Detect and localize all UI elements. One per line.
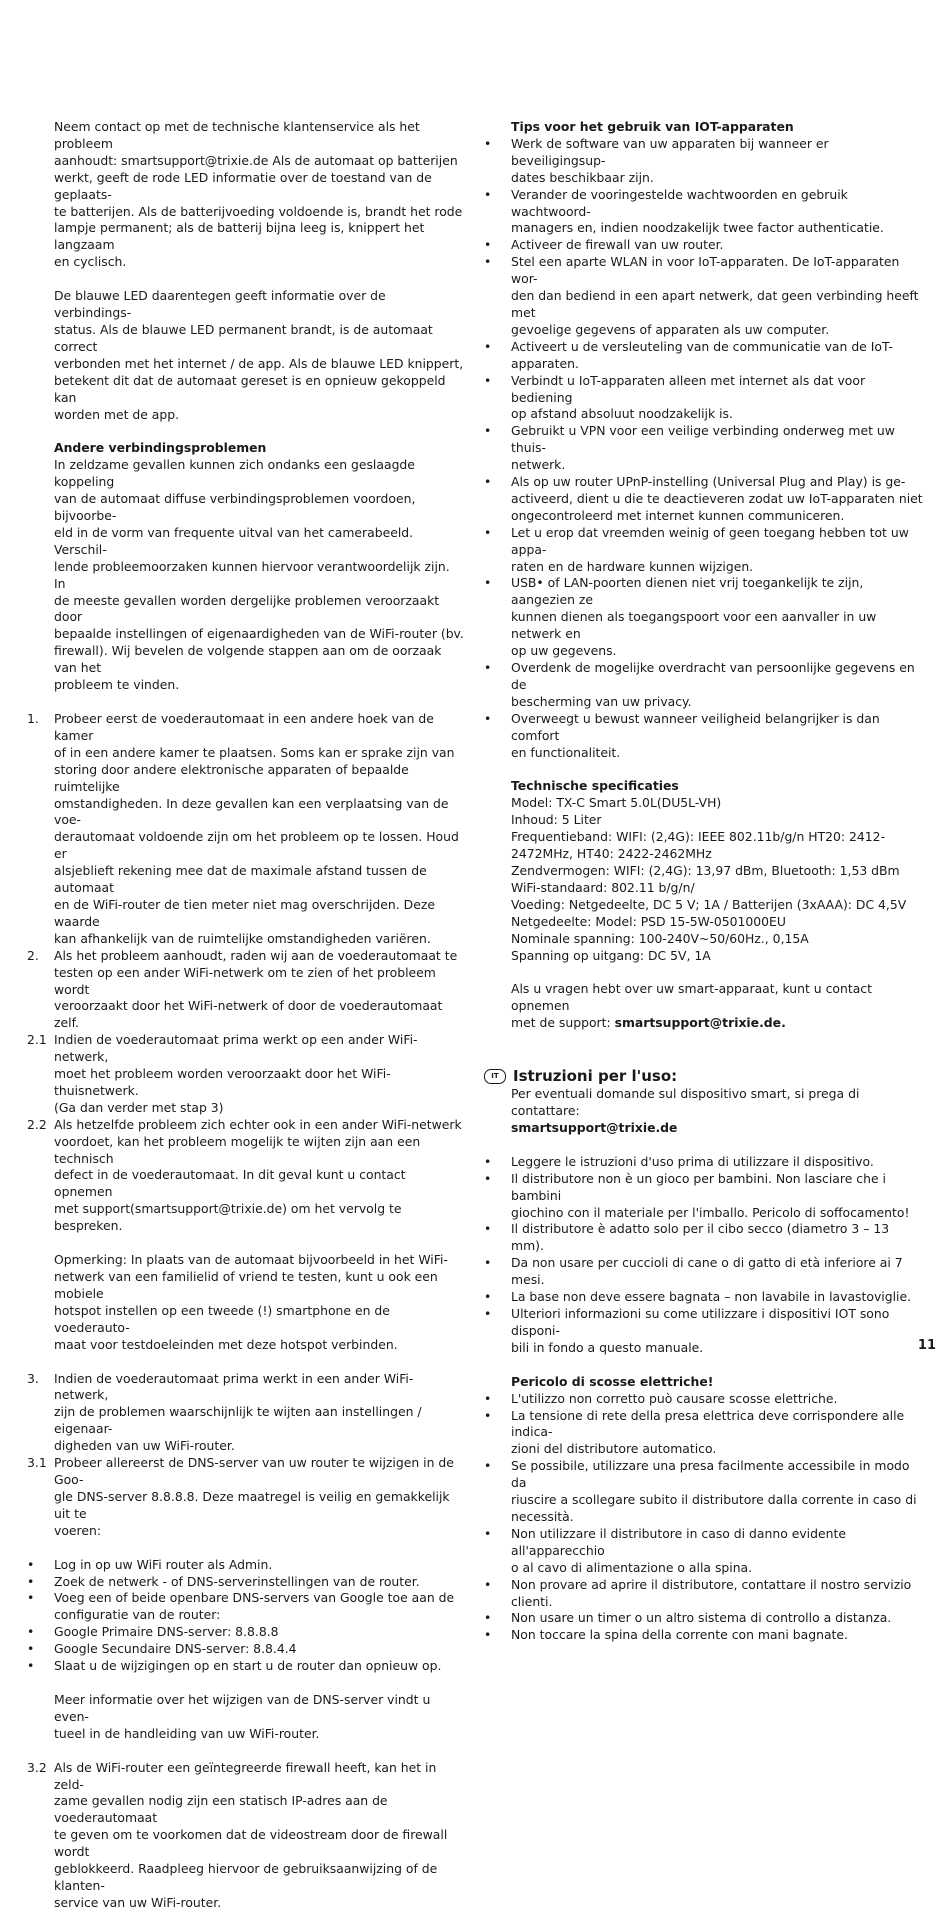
spec-text: Spanning op uitgang: DC 5V, 1A xyxy=(511,947,711,963)
step-number: 3. xyxy=(27,1370,39,1386)
numbered-step xyxy=(27,1032,465,1117)
bullet-text: Il distributore è adatto solo per il cibo secco (diametro 3 – 13 mm). xyxy=(511,1221,890,1254)
bullet-dot-icon: • xyxy=(27,1556,35,1572)
step-text: Als hetzelfde probleem zich echter ook in een ander WiFi-netwerk voordoet, kan het probleem mogelijk te wijten zijn aan een technisch defect in de voederautomaat. In dit geval kunt u contact opnemen met support(smartsupport@trixie.de) om het vervolg te bespreken. xyxy=(54,1116,462,1234)
bullet-item xyxy=(484,525,924,576)
bullet-text: Werk de software van uw apparaten bij wanneer er beveiligingsup- dates beschikbaar zijn. xyxy=(511,135,829,185)
bullet-item xyxy=(484,1171,924,1222)
step-text: Als de WiFi-router een geïntegreerde firewall heeft, kan het in zeld- zame gevallen nodig zijn een statisch IP-adres aan de voederautomaat te geven om te voorkomen dat de videostream door de firewall wordt geblokkeerd. Raadpleeg hiervoor de gebruiksaanwijzing of de klanten- service van uw WiFi-router. xyxy=(54,1759,448,1910)
tech-specs-heading: Technische specificaties xyxy=(511,778,679,794)
spec-indent xyxy=(484,880,511,897)
page-number: 11 xyxy=(917,1338,936,1353)
bullet-text: La base non deve essere bagnata – non lavabile in lavastoviglie. xyxy=(511,1289,912,1305)
spec-text: Inhoud: 5 Liter xyxy=(511,812,602,828)
bullet-item xyxy=(484,254,924,339)
bullet-dot-icon: • xyxy=(484,1576,492,1592)
bullet-text: Activeer de firewall van uw router. xyxy=(511,237,724,253)
bullet-item xyxy=(27,1574,465,1591)
spec-indent xyxy=(484,829,511,863)
connection-problems-paragraph: In zeldzame gevallen kunnen zich ondanks een geslaagde koppeling van de automaat diffuse verbindingsproblemen voordoen, bijvoorbe- eld in de vorm van frequente uitval van het camerabeeld. Verschil- lende probleemoorzaken kunnen hiervoor verantwoordelijk zijn. In de meeste gevallen worden dergelijke problemen veroorzaakt door bepaalde instellingen of eigenaardigheden van de WiFi-router (bv. firewall). Wij bevelen de volgende stappen aan om de oorzaak van het probleem te vinden. xyxy=(54,457,464,693)
bullet-item xyxy=(484,373,924,424)
led-blue-paragraph: De blauwe LED daarentegen geeft informatie over de verbindings- status. Als de blauwe LED permanent brandt, is de automaat correct verbonden met het internet / de app. Als de blauwe LED knippert, betekent dit dat de automaat gereset is en opnieuw gekoppeld kan worden met de app. xyxy=(54,288,464,422)
connection-problems-heading: Andere verbindingsproblemen xyxy=(54,440,267,456)
bullet-item xyxy=(484,1391,924,1408)
bullet-dot-icon: • xyxy=(484,1255,492,1271)
bullet-text: Zoek de netwerk - of DNS-serverinstellingen van de router. xyxy=(54,1573,420,1589)
step-number: 3.1 xyxy=(27,1455,47,1471)
bullet-item xyxy=(484,1408,924,1459)
hotspot-note: Opmerking: In plaats van de automaat bijvoorbeeld in het WiFi- netwerk van een familielid of vriend te testen, kunt u ook een mobiele hotspot instellen op een tweede (!) smartphone en de voederauto- maat voor testdoeleinden met deze hotspot verbinden. xyxy=(54,1252,448,1352)
numbered-step xyxy=(27,711,465,948)
step-text: Probeer allereerst de DNS-server van uw router te wijzigen in de Goo- gle DNS-server 8.8.8.8. Deze maatregel is veilig en gemakkelijk uit te voeren: xyxy=(54,1455,454,1538)
numbered-step xyxy=(27,948,465,1033)
spec-indent xyxy=(484,812,511,829)
bullet-text: Voeg een of beide openbare DNS-servers van Google toe aan de configuratie van de router: xyxy=(54,1590,455,1623)
bullet-dot-icon: • xyxy=(27,1641,35,1657)
steps-list-b xyxy=(27,1371,465,1540)
bullet-dot-icon: • xyxy=(484,1458,492,1474)
bullet-item xyxy=(484,1306,924,1357)
bullet-item xyxy=(484,575,924,660)
bullet-dot-icon: • xyxy=(484,575,492,591)
bullet-dot-icon: • xyxy=(484,237,492,253)
iot-tips-list xyxy=(484,136,924,762)
bullet-dot-icon: • xyxy=(484,1390,492,1406)
italian-intro: Per eventuali domande sul dispositivo smart, si prega di contattare: xyxy=(511,1086,860,1119)
bullet-text: Non provare ad aprire il distributore, contattare il nostro servizio clienti. xyxy=(511,1576,912,1609)
bullet-item xyxy=(484,829,924,863)
bullet-text: Stel een aparte WLAN in voor IoT-apparaten. De IoT-apparaten wor- den dan bediend in een apart netwerk, dat geen verbinding heeft met gevoelige gegevens of apparaten als uw computer. xyxy=(511,254,919,337)
bullet-item xyxy=(484,931,924,948)
bullet-dot-icon: • xyxy=(484,338,492,354)
bullet-item xyxy=(484,136,924,187)
bullet-item xyxy=(27,1590,465,1624)
italian-title-text: Istruzioni per l'uso: xyxy=(513,1067,678,1086)
bullet-item xyxy=(484,339,924,373)
bullet-dot-icon: • xyxy=(484,1289,492,1305)
spec-indent xyxy=(484,948,511,965)
italian-support-email: smartsupport@trixie.de xyxy=(511,1119,678,1135)
spec-text: WiFi-standaard: 802.11 b/g/n/ xyxy=(511,879,695,895)
spec-indent xyxy=(484,795,511,812)
bullet-item xyxy=(484,1221,924,1255)
bullet-item xyxy=(484,1255,924,1289)
bullet-item xyxy=(484,795,924,812)
bullet-text: Let u erop dat vreemden weinig of geen toegang hebben tot uw appa- raten en de hardware kunnen wijzigen. xyxy=(511,524,909,574)
bullet-text: Il distributore non è un gioco per bambini. Non lasciare che i bambini giochino con il materiale per l'imballo. Pericolo di soffocamento! xyxy=(511,1170,910,1220)
bullet-item xyxy=(484,660,924,711)
bullet-dot-icon: • xyxy=(27,1590,35,1606)
steps-list-c xyxy=(27,1760,465,1912)
bullet-text: USB• of LAN-poorten dienen niet vrij toegankelijk te zijn, aangezien ze kunnen dienen als toegangspoort voor een aanvaller in uw netwerk en op uw gegevens. xyxy=(511,575,877,659)
bullet-text: Slaat u de wijzigingen op en start u de router dan opnieuw op. xyxy=(54,1658,442,1674)
bullet-dot-icon: • xyxy=(27,1624,35,1640)
steps-list-a xyxy=(27,711,465,1235)
bullet-dot-icon: • xyxy=(484,1170,492,1186)
bullet-text: Als op uw router UPnP-instelling (Universal Plug and Play) is ge- activeerd, dient u die te deactieveren zodat uw IoT-apparaten niet ongecontroleerd met internet kunnen communiceren. xyxy=(511,474,923,523)
numbered-step xyxy=(27,1760,465,1912)
spec-indent xyxy=(484,897,511,914)
tech-specs-list xyxy=(484,795,924,964)
bullet-text: Overdenk de mogelijke overdracht van persoonlijke gegevens en de bescherming van uw privacy. xyxy=(511,660,915,709)
bullet-item xyxy=(27,1658,465,1675)
bullet-dot-icon: • xyxy=(484,372,492,388)
spec-text: Netgedeelte: Model: PSD 15-5W-0501000EU xyxy=(511,913,786,929)
bullet-text: Overweegt u bewust wanneer veiligheid belangrijker is dan comfort en functionaliteit. xyxy=(511,710,880,760)
bullet-item xyxy=(484,880,924,897)
bullet-text: Ulteriori informazioni su come utilizzare i dispositivi IOT sono disponi- bili in fondo a questo manuale. xyxy=(511,1306,890,1355)
bullet-item xyxy=(27,1641,465,1658)
bullet-text: Log in op uw WiFi router als Admin. xyxy=(54,1556,273,1572)
bullet-item xyxy=(484,423,924,474)
bullet-item xyxy=(484,1289,924,1306)
italian-language-badge: IT xyxy=(484,1069,506,1084)
spec-text: Frequentieband: WIFI: (2,4G): IEEE 802.11b/g/n HT20: 2412- 2472MHz, HT40: 2422-2462MHz xyxy=(511,829,886,862)
bullet-text: Verander de vooringestelde wachtwoorden en gebruik wachtwoord- managers en, indien noodzakelijk twee factor authenticatie. xyxy=(511,186,884,236)
bullet-dot-icon: • xyxy=(484,710,492,726)
support-email: smartsupport@trixie.de. xyxy=(614,1015,786,1031)
bullet-item xyxy=(484,897,924,914)
italian-section-title xyxy=(484,1066,924,1086)
bullet-text: Google Secundaire DNS-server: 8.8.4.4 xyxy=(54,1641,297,1657)
bullet-item xyxy=(27,1624,465,1641)
bullet-item xyxy=(484,1577,924,1611)
bullet-dot-icon: • xyxy=(27,1658,35,1674)
bullet-dot-icon: • xyxy=(484,1407,492,1423)
bullet-dot-icon: • xyxy=(484,474,492,490)
bullet-item xyxy=(484,948,924,965)
italian-bullet-list xyxy=(484,1154,924,1357)
step-text: Probeer eerst de voederautomaat in een andere hoek van de kamer of in een andere kamer te plaatsen. Soms kan er sprake zijn van storing door andere elektronische apparaten of bepaalde ruimtelijke omstandigheden. In deze gevallen kan een verplaatsing van de voe- derautomaat voldoende zijn om het probleem op te lossen. Houd er alsjeblieft rekening mee dat de maximale afstand tussen de automaat en de WiFi-router de tien meter niet mag overschrijden. Deze waarde kan afhankelijk van de ruimtelijke omstandigheden variëren. xyxy=(54,711,459,946)
bullet-dot-icon: • xyxy=(484,524,492,540)
bullet-dot-icon: • xyxy=(484,254,492,270)
dns-info-paragraph: Meer informatie over het wijzigen van de DNS-server vindt u even- tueel in de handleiding van uw WiFi-router. xyxy=(54,1691,431,1741)
step-text: Indien de voederautomaat prima werkt op een ander WiFi-netwerk, moet het probleem worden veroorzaakt door het WiFi-thuisnetwerk. (Ga dan verder met stap 3) xyxy=(54,1032,418,1115)
bullet-text: Da non usare per cuccioli di cane o di gatto di età inferiore ai 7 mesi. xyxy=(511,1255,903,1288)
bullet-item xyxy=(484,812,924,829)
step-number: 2. xyxy=(27,947,39,963)
step-number: 2.1 xyxy=(27,1032,47,1048)
bullet-item xyxy=(484,1627,924,1644)
right-column xyxy=(484,119,924,1644)
bullet-item xyxy=(484,237,924,254)
numbered-step xyxy=(27,1455,465,1540)
bullet-item xyxy=(484,474,924,525)
left-column xyxy=(27,119,465,1912)
bullet-text: La tensione di rete della presa elettrica deve corrispondere alle indica- zioni del distributore automatico. xyxy=(511,1407,905,1457)
bullet-item xyxy=(484,1154,924,1171)
bullet-dot-icon: • xyxy=(484,1306,492,1321)
bullet-item xyxy=(484,1610,924,1627)
spec-indent xyxy=(484,914,511,931)
bullet-text: Google Primaire DNS-server: 8.8.8.8 xyxy=(54,1624,279,1640)
bullet-text: L'utilizzo non corretto può causare scosse elettriche. xyxy=(511,1390,838,1406)
bullet-dot-icon: • xyxy=(484,1627,492,1643)
bullet-item xyxy=(484,1526,924,1577)
step-number: 1. xyxy=(27,711,39,726)
electric-shock-heading: Pericolo di scosse elettriche! xyxy=(511,1373,714,1389)
numbered-step xyxy=(27,1371,465,1456)
bullet-text: Gebruikt u VPN voor een veilige verbinding onderweg met uw thuis- netwerk. xyxy=(511,423,895,473)
bullet-item xyxy=(484,711,924,762)
bullet-text: Leggere le istruzioni d'uso prima di utilizzare il dispositivo. xyxy=(511,1153,874,1169)
bullet-text: Verbindt u IoT-apparaten alleen met internet als dat voor bediening op afstand absoluut noodzakelijk is. xyxy=(511,372,866,422)
bullet-dot-icon: • xyxy=(484,1525,492,1541)
step-number: 2.2 xyxy=(27,1116,47,1132)
bullet-dot-icon: • xyxy=(484,1221,492,1237)
spec-text: Zendvermogen: WIFI: (2,4G): 13,97 dBm, Bluetooth: 1,53 dBm xyxy=(511,862,900,878)
iot-tips-heading: Tips voor het gebruik van IOT-apparaten xyxy=(511,119,794,134)
bullet-item xyxy=(27,1557,465,1574)
numbered-step xyxy=(27,1117,465,1235)
bullet-dot-icon: • xyxy=(484,1610,492,1626)
bullet-text: Non utilizzare il distributore in caso di danno evidente all'apparecchio o al cavo di alimentazione o alla spina. xyxy=(511,1525,846,1575)
bullet-text: Activeert u de versleuteling van de communicatie van de IoT-apparaten. xyxy=(511,338,893,371)
dns-bullet-list xyxy=(27,1557,465,1675)
bullet-dot-icon: • xyxy=(484,135,492,151)
step-text: Indien de voederautomaat prima werkt in een ander WiFi-netwerk, zijn de problemen waarschijnlijk te wijten aan instellingen / eigenaar- digheden van uw WiFi-router. xyxy=(54,1370,422,1454)
bullet-item xyxy=(484,914,924,931)
support-contact-paragraph: Als u vragen hebt over uw smart-apparaat, kunt u contact opnemen met de support: smartsupport@trixie.de. xyxy=(511,981,872,1031)
bullet-dot-icon: • xyxy=(484,1153,492,1169)
bullet-item xyxy=(484,187,924,238)
spec-indent xyxy=(484,863,511,880)
electric-shock-bullet-list xyxy=(484,1391,924,1645)
bullet-text: Non toccare la spina della corrente con mani bagnate. xyxy=(511,1627,848,1643)
bullet-item xyxy=(484,863,924,880)
bullet-item xyxy=(484,1458,924,1526)
spec-text: Nominale spanning: 100-240V~50/60Hz., 0,15A xyxy=(511,930,809,946)
bullet-text: Non usare un timer o un altro sistema di controllo a distanza. xyxy=(511,1610,892,1626)
bullet-dot-icon: • xyxy=(484,423,492,439)
led-red-paragraph: Neem contact op met de technische klantenservice als het probleem aanhoudt: smartsupport@trixie.de Als de automaat op batterijen werkt, geeft de rode LED informatie over de toestand van de geplaats- te batterijen. Als de batterijvoeding voldoende is, brandt het rode lampje permanent; als de batterij bijna leeg is, knippert het langzaam en cyclisch. xyxy=(54,119,463,270)
step-text: Als het probleem aanhoudt, raden wij aan de voederautomaat te testen op een ander WiFi-netwerk om te zien of het probleem wordt veroorzaakt door het WiFi-netwerk of door de voederautomaat zelf. xyxy=(54,947,458,1031)
spec-text: Model: TX-C Smart 5.0L(DU5L-VH) xyxy=(511,795,722,811)
spec-text: Voeding: Netgedeelte, DC 5 V; 1A / Batterijen (3xAAA): DC 4,5V xyxy=(511,896,907,912)
bullet-text: Se possibile, utilizzare una presa facilmente accessibile in modo da riuscire a scollegare subito il distributore dalla corrente in caso di necessità. xyxy=(511,1458,917,1524)
bullet-dot-icon: • xyxy=(27,1573,35,1589)
bullet-dot-icon: • xyxy=(484,660,492,675)
spec-indent xyxy=(484,931,511,948)
step-number: 3.2 xyxy=(27,1759,47,1775)
bullet-dot-icon: • xyxy=(484,186,492,202)
